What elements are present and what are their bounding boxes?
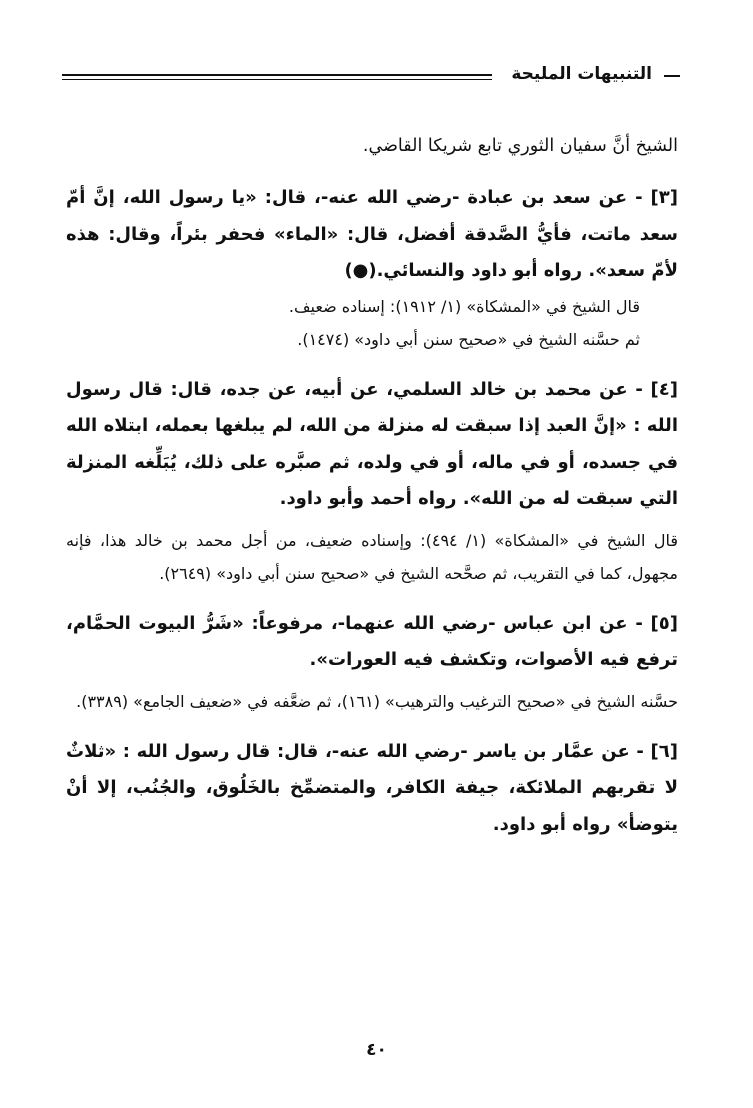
hadith-3	[66, 180, 678, 290]
hadith-3-note-2: ثم حسَّنه الشيخ في «صحيح سنن أبي داود» (١٤٧٤).	[297, 329, 640, 349]
header-rule-thin	[62, 79, 492, 80]
hadith-4-number: [٤]	[650, 378, 678, 400]
page-number: ٤٠	[366, 1040, 387, 1060]
hadith-3-number: [٣]	[650, 187, 678, 208]
hadith-3-note-1: قال الشيخ في «المشكاة» (١/ ١٩١٢): إسناده ضعيف.	[288, 296, 640, 316]
running-header	[62, 62, 680, 90]
header-dash	[664, 75, 680, 77]
hadith-6	[66, 734, 678, 844]
page-body	[66, 128, 678, 843]
hadith-4-text: - عن محمد بن خالد السلمي، عن أبيه، عن جده، قال: قال رسول الله : «إنَّ العبد إذا سبقت له منزلة من الله، لم يبلغها بعمله، ابتلاه الله في جسده، أو في ماله، أو في ولده، ثم صبَّره على ذلك، يُبَلِّغه المنزلة التي سبقت له من الله». رواه أحمد وأبو داود.	[66, 378, 678, 509]
hadith-6-number: [٦]	[650, 740, 678, 762]
hadith-4-note: قال الشيخ في «المشكاة» (١/ ٤٩٤): وإسناده ضعيف، من أجل محمد بن خالد هذا، فإنه مجهول، كما في التقريب، ثم صحَّحه الشيخ في «صحيح سنن أبي داود» (٢٦٤٩).	[66, 530, 679, 583]
hadith-5	[66, 606, 678, 679]
hadith-5-text: - عن ابن عباس -رضي الله عنهما-، مرفوعاً: «شَرُّ البيوت الحمَّام، ترفع فيه الأصوات، وتكشف فيه العورات».	[66, 612, 678, 670]
hadith-4	[66, 372, 678, 518]
hadith-6-text: - عن عمَّار بن ياسر -رضي الله عنه-، قال: قال رسول الله : «ثلاثٌ لا تقربهم الملائكة، جيفة الكافر، والمتضمِّخ بالخَلُوق، والجُنُب، إلا أنْ يتوضأ» رواه أبو داود.	[66, 740, 678, 835]
hadith-3-text: - عن سعد بن عبادة -رضي الله عنه-، قال: «يا رسول الله، إنَّ أمّ سعد ماتت، فأيُّ الصَّدقة أفضل، قال: «الماء» فحفر بئراً، وقال: هذه لأمّ سعد». رواه أبو داود والنسائي.(●)	[66, 187, 678, 281]
hadith-5-note: حسَّنه الشيخ في «صحيح الترغيب والترهيب» (١٦١)، ثم ضعَّفه في «ضعيف الجامع» (٣٣٨٩).	[76, 691, 678, 711]
hadith-5-number: [٥]	[650, 612, 678, 634]
running-header-title: التنبيهات المليحة	[511, 64, 652, 84]
header-rule	[62, 74, 492, 76]
continuation-paragraph: الشيخ أنَّ سفيان الثوري تابع شريكا القاضي.	[362, 136, 678, 156]
